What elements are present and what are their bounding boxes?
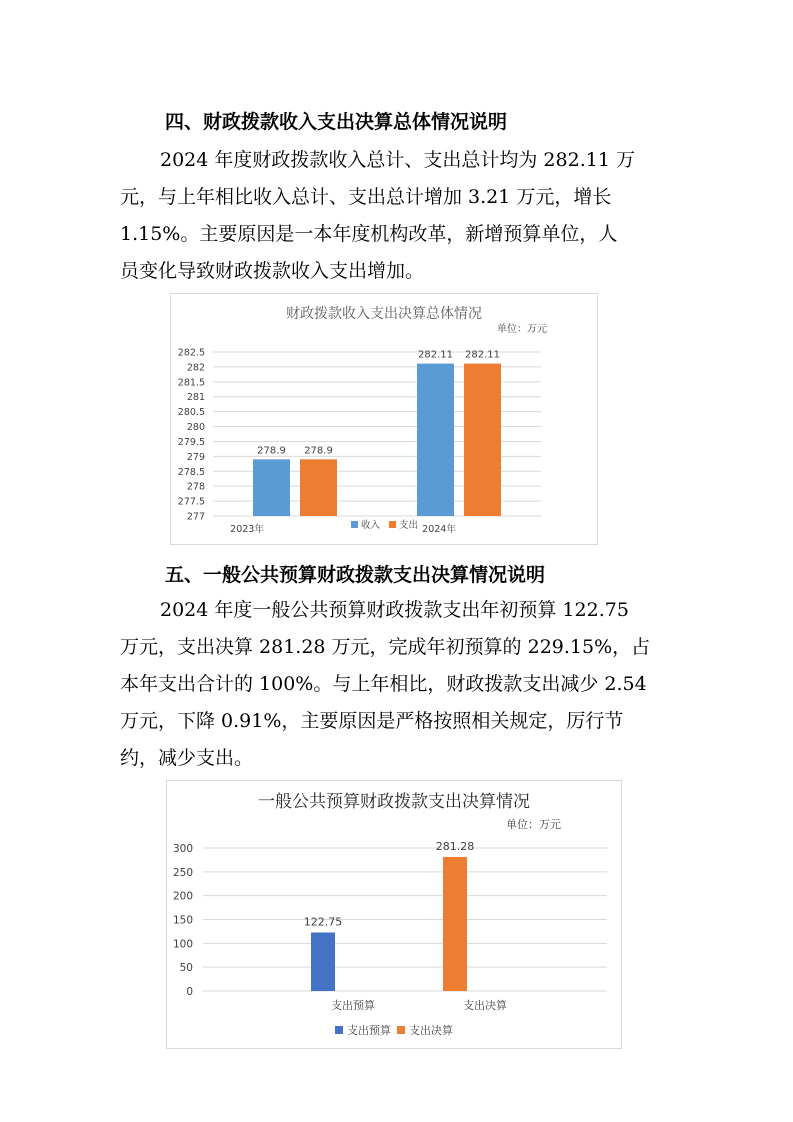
- bar-value-label: 282.11: [418, 349, 453, 361]
- chart-1-svg: [171, 294, 597, 544]
- y-tick-label: 277.5: [177, 496, 205, 508]
- section-5-paragraph: [120, 592, 665, 777]
- legend-swatch-支出决算: [397, 1026, 405, 1034]
- legend-swatch-支出预算: [335, 1026, 343, 1034]
- chart-unit-label: 单位：万元: [497, 324, 547, 335]
- bar-支出-2023年: [300, 459, 337, 516]
- y-tick-label: 100: [172, 938, 193, 951]
- y-tick-label: 279: [186, 451, 205, 463]
- paragraph-line: 约，减少支出。: [120, 747, 254, 769]
- chart-title: 一般公共预算财政拨款支出决算情况: [258, 792, 530, 812]
- legend-swatch-支出: [389, 521, 396, 528]
- paragraph-line: 1.15%。主要原因是一本年度机构改革，新增预算单位，人: [120, 223, 618, 245]
- y-tick-label: 250: [172, 866, 193, 879]
- bar-支出-2024年: [464, 364, 501, 516]
- y-tick-label: 0: [186, 986, 193, 998]
- y-tick-label: 280: [186, 422, 205, 434]
- bar-收入-2024年: [417, 364, 454, 516]
- paragraph-line: 元，与上年相比收入总计、支出总计增加 3.21 万元，增长: [120, 186, 612, 208]
- bar-value-label: 278.9: [257, 445, 286, 457]
- y-tick-label: 281.5: [177, 377, 205, 389]
- x-tick-label: 支出预算: [331, 999, 375, 1012]
- bar-value-label: 278.9: [304, 445, 333, 457]
- paragraph-line: 本年支出合计的 100%。与上年相比，财政拨款支出减少 2.54: [120, 673, 647, 695]
- y-tick-label: 150: [172, 914, 193, 927]
- y-tick-label: 279.5: [177, 436, 205, 448]
- section-5-heading: 五、一般公共预算财政拨款支出决算情况说明: [165, 564, 546, 586]
- section-4-heading: 四、财政拨款收入支出决算总体情况说明: [165, 111, 508, 133]
- bar-value-label: 282.11: [465, 349, 500, 361]
- bar-value-label: 281.28: [435, 839, 475, 853]
- y-tick-label: 282.5: [177, 347, 205, 359]
- legend-label: 收入: [361, 520, 381, 531]
- paragraph-line: 万元，支出决算 281.28 万元，完成年初预算的 229.15%，占: [120, 636, 651, 658]
- y-tick-label: 278.5: [177, 466, 205, 478]
- y-tick-label: 300: [172, 843, 193, 855]
- chart-2-svg: [167, 781, 621, 1048]
- paragraph-line: 2024 年度一般公共预算财政拨款支出年初预算 122.75: [160, 599, 629, 621]
- section-4-paragraph: [120, 142, 665, 290]
- bar-支出决算: [443, 857, 467, 991]
- y-tick-label: 282: [186, 362, 205, 374]
- paragraph-line: 员变化导致财政拨款收入支出增加。: [120, 260, 425, 282]
- y-tick-label: 278: [186, 481, 205, 493]
- y-tick-label: 200: [172, 890, 193, 903]
- legend-swatch-收入: [351, 521, 358, 528]
- chart-revenue-expenditure: [170, 293, 598, 545]
- y-tick-label: 50: [179, 962, 193, 975]
- bar-收入-2023年: [253, 459, 290, 516]
- legend-label: 支出预算: [347, 1024, 391, 1037]
- y-tick-label: 280.5: [177, 407, 205, 419]
- x-tick-label: 2023年: [230, 524, 264, 535]
- bar-value-label: 122.75: [303, 915, 343, 929]
- y-tick-label: 277: [186, 511, 205, 523]
- paragraph-line: 万元，下降 0.91%，主要原因是严格按照相关规定，厉行节: [120, 710, 624, 732]
- chart-title: 财政拨款收入支出决算总体情况: [286, 306, 482, 322]
- x-tick-label: 2024年: [422, 524, 456, 535]
- legend-label: 支出决算: [409, 1024, 453, 1037]
- y-tick-label: 281: [186, 392, 205, 404]
- paragraph-line: 2024 年度财政拨款收入总计、支出总计均为 282.11 万: [160, 149, 635, 171]
- chart-unit-label: 单位：万元: [506, 818, 561, 831]
- x-tick-label: 支出决算: [463, 999, 507, 1012]
- chart-general-budget-expenditure: [166, 780, 622, 1049]
- bar-支出预算: [311, 932, 335, 991]
- legend-label: 支出: [399, 520, 419, 531]
